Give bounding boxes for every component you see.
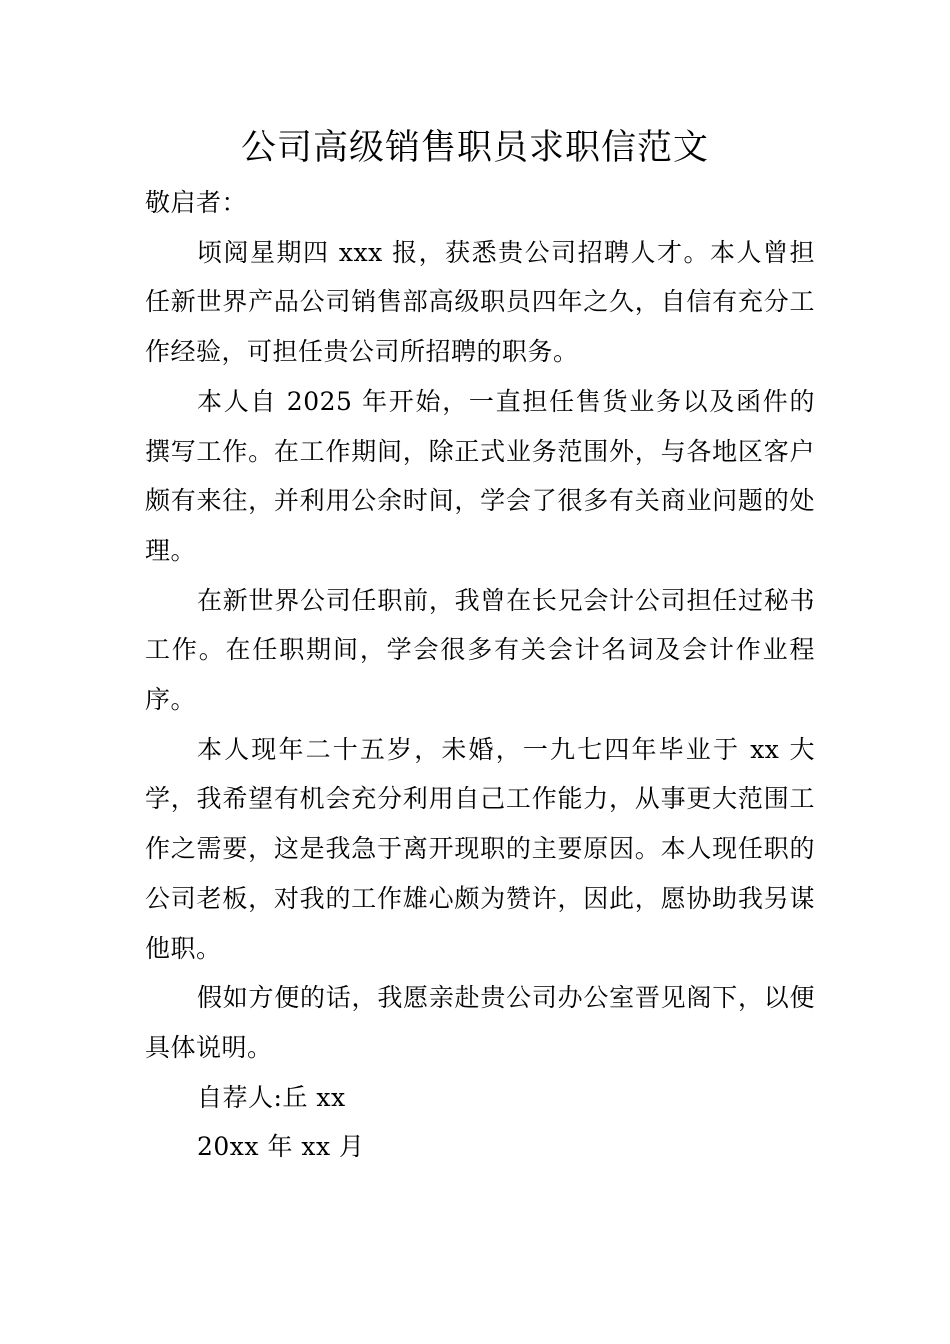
document-title: 公司高级销售职员求职信范文 [240,128,709,168]
paragraph-4: 本人现年二十五岁，未婚，一九七四年毕业于 xx 大学，我希望有机会充分利用自己工作能力，从事更大范围工作之需要，这是我急于离开现职的主要原因。本人现任职的公司老板，对我的工作雄心颇为赞许，因此，愿协助我另谋他职。 [145,734,815,963]
paragraph-2: 本人自 2025 年开始，一直担任售货业务以及函件的撰写工作。在工作期间，除正式业务范围外，与各地区客户颇有来往，并利用公余时间，学会了很多有关商业问题的处理。 [145,386,815,565]
paragraph-5: 假如方便的话，我愿亲赴贵公司办公室晋见阁下，以便具体说明。 [145,983,815,1062]
date: 20xx 年 xx 月 [197,1132,365,1162]
letter-body [145,178,815,1172]
signature: 自荐人:丘 xx [197,1082,346,1112]
salutation: 敬启者： [145,188,248,217]
paragraph-1: 顷阅星期四 xxx 报，获悉贵公司招聘人才。本人曾担任新世界产品公司销售部高级职员四年之久，自信有充分工作经验，可担任贵公司所招聘的职务。 [145,237,815,367]
paragraph-3: 在新世界公司任职前，我曾在长兄会计公司担任过秘书工作。在任职期间，学会很多有关会计名词及会计作业程序。 [145,585,815,715]
